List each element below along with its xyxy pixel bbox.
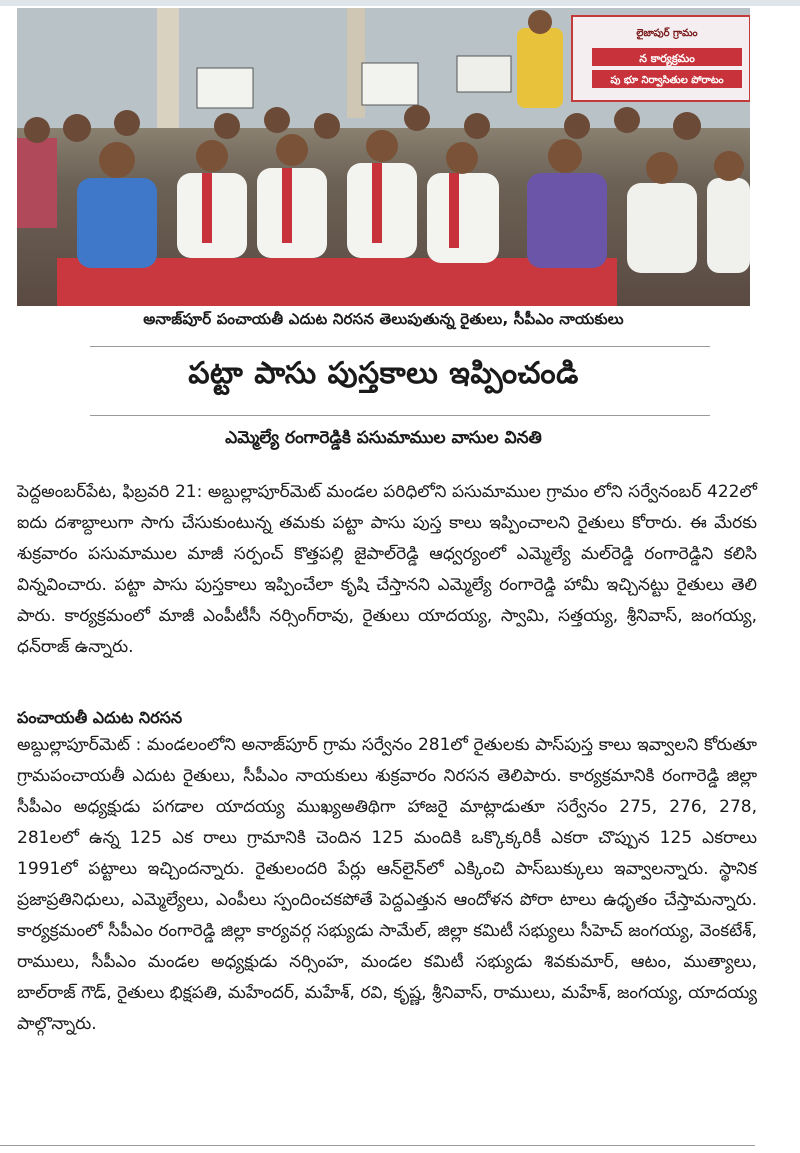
placard [362,63,418,105]
banner-line-2: న కార్యక్రమం [639,52,695,65]
bottom-border [0,1145,755,1146]
article-paragraph: అబ్దుల్లాపూర్‌మెట్ : మండలంలోని అనాజ్‌పూర్ గ్రామ సర్వేనం 281లో రైతులకు పాస్‌పుస్త కాలు ఇవ్వాలని కోరుతూ గ్రామపంచాయతీ ఎదుట రైతులు, సీపీఎం నాయకులు శుక్రవారం నిరసన తెలిపారు. కార్యక్రమానికి రంగారెడ్డి జిల్లా సీపీఎం అధ్యక్షుడు పగడాల యాదయ్య ముఖ్యఅతిథిగా హాజరై మాట్లాడుతూ సర్వేనం 275, 276, 278, 281లలో ఉన్న 125 ఎక రాలు గ్రామానికి చెందిన 125 మందికి ఒక్కొక్కరికీ ఎకరా చొప్పున 125 ఎకరాలు 1991లో పట్టాలు ఇచ్చిందన్నారు. రైతులందరి పేర్లు ఆన్‌లైన్‌లో ఎక్కించి పాస్‌బుక్కులు ఇవ్వాలన్నారు. స్థానిక ప్రజాప్రతినిధులు, ఎమ్మెల్యేలు, ఎంపీలు స్పందించకపోతే పెద్దఎత్తున ఆందోళన పోరా టాలు ఉధృతం చేస్తామన్నారు. కార్యక్రమంలో సీపీఎం రంగారెడ్డి జిల్లా కార్యవర్గ సభ్యుడు సామేల్, జిల్లా కమిటీ సభ్యులు సీహెచ్ జంగయ్య, వెంకటేశ్, రాములు, సీపీఎం మండల అధ్యక్షుడు నర్సింహ, మండల కమిటీ సభ్యుడు శివకుమార్, ఆటం, ముత్యాలు, బాల్‌రాజ్ గౌడ్, రైతులు భిక్షపతి, మహేందర్, మహేశ్, రవి, కృష్ణ, శ్రీనివాస్, రాములు, మహేశ్, జంగయ్య, యాదయ్య పాల్గొన్నారు. [17,735,757,1034]
divider [90,346,710,347]
protest-photo [17,8,750,306]
banner-line-3: పు భూ నిర్వాసితుల పోరాటం [610,75,724,86]
article-paragraph: పెద్దఅంబర్‌పేట, ఫిబ్రవరి 21: అబ్దుల్లాపూర్‌మెట్ మండల పరిధిలోని పసుమాముల గ్రామం లోని సర్వేనంబర్ 422లో ఐదు దశాబ్దాలుగా సాగు చేసుకుంటున్న తమకు పట్టా పాసు పుస్త కాలు ఇప్పించాలని రైతులు కోరారు. ఈ మేరకు శుక్రవారం పసుమాముల మాజీ సర్పంచ్ కొత్తపల్లి జైపాల్‌రెడ్డి ఆధ్వర్యంలో ఎమ్మెల్యే మల్‌రెడ్డి రంగారెడ్డిని కలిసి విన్నవించారు. పట్టా పాసు పుస్తకాలు ఇప్పించేలా కృషి చేస్తానని ఎమ్మెల్యే రంగారెడ్డి హామీ ఇచ్చినట్టు రైతులు తెలి పారు. కార్యక్రమంలో మాజీ ఎంపీటీసీ నర్సింగ్‌రావు, రైతులు యాదయ్య, స్వామి, సత్తయ్య, శ్రీనివాస్, జంగయ్య, ధన్‌రాజ్ ఉన్నారు. [17,482,757,657]
divider [90,415,710,416]
protest-photo-illustration [17,8,750,306]
placard [197,68,253,108]
section-heading: పంచాయతీ ఎదుట నిరసన [17,708,183,727]
subheadline: ఎమ్మెల్యే రంగారెడ్డికి పసుమాముల వాసుల వినతి [225,428,542,448]
headline: పట్టా పాసు పుస్తకాలు ఇప్పించండి [188,356,579,391]
top-border [0,0,800,6]
photo-caption: అనాజ్‌పూర్ పంచాయతీ ఎదుట నిరసన తెలుపుతున్న రైతులు, సీపీఎం నాయకులు [143,310,624,328]
placard [457,56,511,92]
banner-line-1: లైజాపుర్ గ్రామం [636,28,698,39]
